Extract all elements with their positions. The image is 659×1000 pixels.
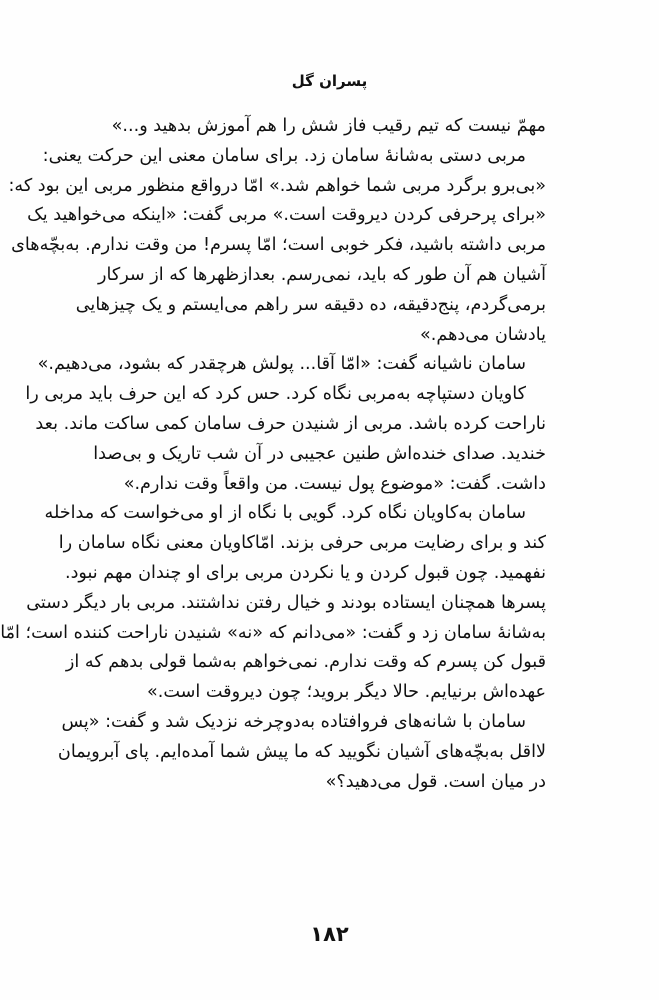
paragraph-4 <box>25 380 546 499</box>
text-line: در میان است. قول می‌دهید؟» <box>325 771 546 792</box>
text-line: مهمّ نیست که تیم رقیب فاز شش را هم آموزش بدهید و...» <box>111 116 546 136</box>
text-line: لااقل به‌بچّه‌های آشیان نگویید که ما پیش شما آمده‌ایم. پای آبرویمان <box>57 741 546 762</box>
text-line: پسرها همچنان ایستاده بودند و خیال رفتن نداشتند. مربی بار دیگر دستی <box>26 592 546 613</box>
text-line: یادشان می‌دهم.» <box>420 324 546 345</box>
text-line: برمی‌گردم، پنج‌دقیقه، ده دقیقه سر راهم می‌ایستم و یک چیزهایی <box>75 294 546 315</box>
text-line: سامان ناشیانه گفت: «امّا آقا... پولش هرچقدر که بشود، می‌دهیم.» <box>37 354 526 375</box>
body-text <box>0 112 546 797</box>
text-line: «برای پرحرفی کردن دیروقت است.» مربی گفت: «اینکه می‌خواهید یک <box>27 205 546 226</box>
text-line: سامان با شانه‌های فروافتاده به‌دوچرخه نزدیک شد و گفت: «پس <box>61 711 526 732</box>
text-line: نفهمید. چون قبول کردن و یا نکردن مربی برای او چندان مهم نبود. <box>64 562 546 583</box>
text-line: مربی داشته باشید، فکر خوبی است؛ امّا پسرم! من وقت ندارم. به‌بچّه‌های <box>11 235 546 256</box>
paragraph-3 <box>37 350 546 380</box>
running-head: پسران گل <box>291 72 368 90</box>
paragraph-5 <box>0 499 546 708</box>
paragraph-6 <box>57 708 546 797</box>
text-line: کند و برای رضایت مربی حرفی بزند. امّاکاویان معنی نگاه سامان را <box>58 533 546 554</box>
text-line: قبول کن پسرم که وقت ندارم. نمی‌خواهم به‌شما قولی بدهم که از <box>65 652 546 673</box>
text-line: «بی‌برو برگرد مربی شما خواهم شد.» امّا درواقع منظور مربی این بود که: <box>8 175 546 196</box>
text-line: ناراحت کرده باشد. مربی از شنیدن حرف سامان کمی ساکت ماند. بعد <box>35 413 546 434</box>
paragraph-1 <box>111 112 546 142</box>
text-line: سامان به‌کاویان نگاه کرد. گویی با نگاه از او می‌خواست که مداخله <box>44 503 526 524</box>
text-line: مربی دستی به‌شانهٔ سامان زد. برای سامان معنی این حرکت یعنی: <box>42 145 526 166</box>
text-line: عهده‌اش برنیایم. حالا دیگر بروید؛ چون دیروقت است.» <box>147 682 546 703</box>
text-line: آشیان هم آن طور که باید، نمی‌رسم. بعدازظهرها که از سرکار <box>97 264 546 285</box>
paragraph-2 <box>8 142 546 351</box>
text-line: داشت. گفت: «موضوع پول نیست. من واقعاً وقت ندارم.» <box>123 473 546 494</box>
text-line: خندید. صدای خنده‌اش طنین عجیبی در آن شب تاریک و بی‌صدا <box>93 443 546 464</box>
text-line: به‌شانهٔ سامان زد و گفت: «می‌دانم که «نه» شنیدن ناراحت کننده است؛ امّا <box>0 622 546 643</box>
text-line: کاویان دستپاچه به‌مربی نگاه کرد. حس کرد که این حرف باید مربی را <box>25 384 526 405</box>
page-number: ۱۸۲ <box>310 922 349 946</box>
